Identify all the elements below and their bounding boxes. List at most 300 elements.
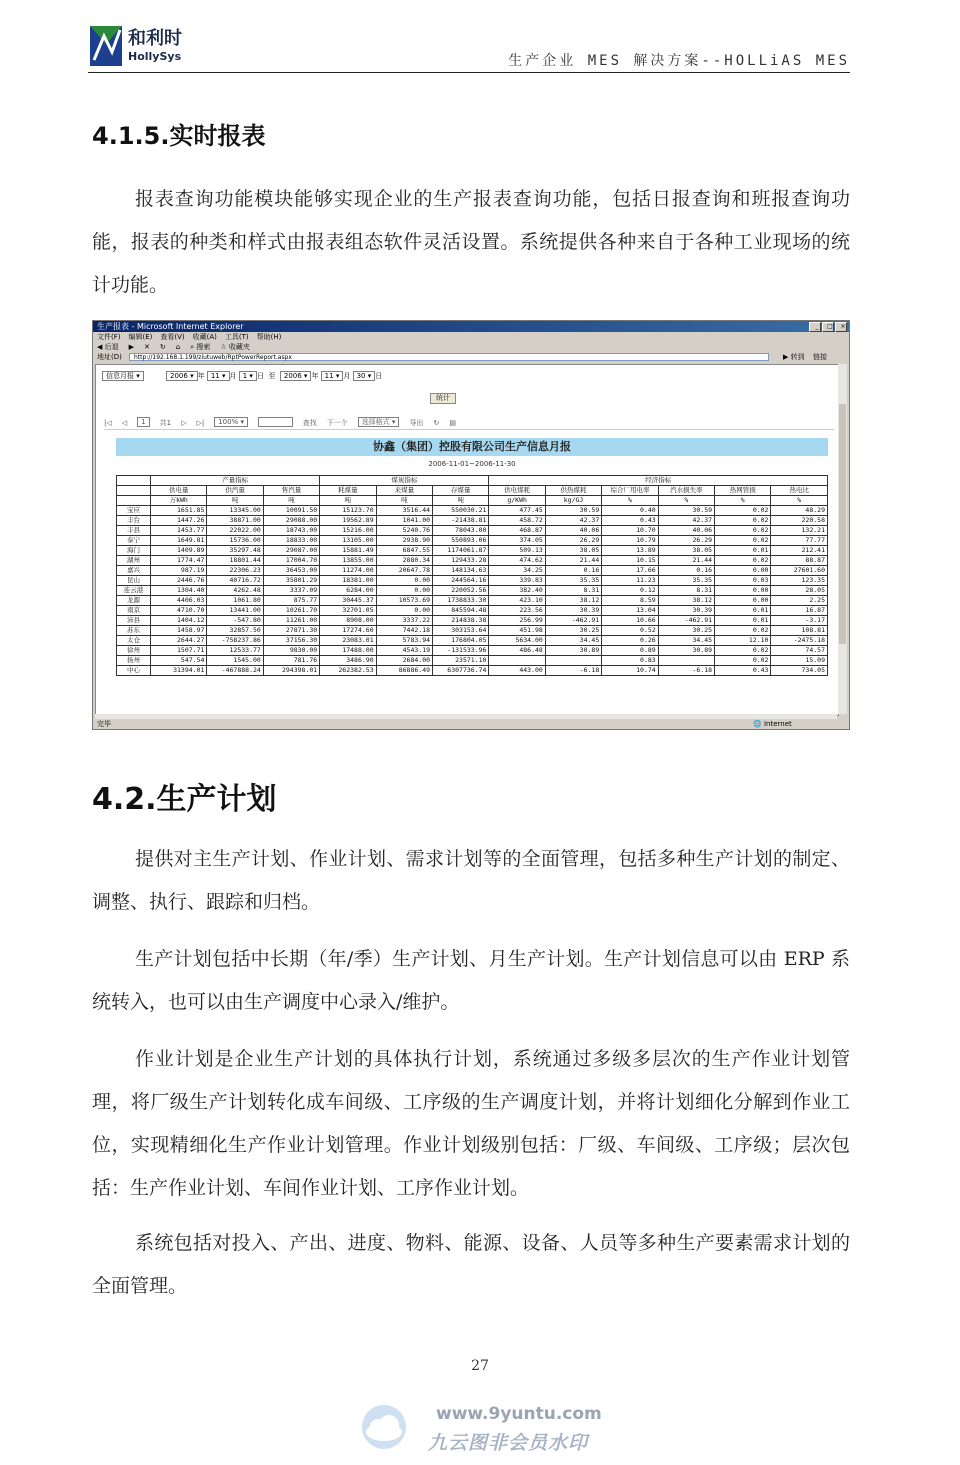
table-row <box>117 596 828 606</box>
table-cell: 451.98 <box>489 626 545 636</box>
from-day-select[interactable]: 1 ▾ <box>239 371 257 381</box>
unit-header: % <box>602 496 658 506</box>
table-cell: 30.89 <box>658 646 714 656</box>
table-cell: -758237.86 <box>207 636 263 646</box>
corner-cell <box>117 486 151 496</box>
table-cell: 88.87 <box>771 556 828 566</box>
table-cell: 15123.70 <box>320 506 376 516</box>
table-cell: 30.89 <box>545 646 601 656</box>
unit-header: 吨 <box>433 496 489 506</box>
table-cell: 0.02 <box>715 646 771 656</box>
table-row <box>117 666 828 676</box>
table-cell: 1304.40 <box>151 586 207 596</box>
table-cell: 2880.34 <box>376 556 432 566</box>
table-cell: 31394.01 <box>151 666 207 676</box>
table-cell: 10.79 <box>602 536 658 546</box>
table-cell: 468.87 <box>489 526 545 536</box>
table-cell: 1061.80 <box>207 596 263 606</box>
table-cell: 17274.60 <box>320 626 376 636</box>
print-icon[interactable]: ▤ <box>449 419 456 427</box>
table-cell: 23083.01 <box>320 636 376 646</box>
to-month-select[interactable]: 11 ▾ <box>321 371 344 381</box>
table-row <box>117 526 828 536</box>
table-cell: 256.99 <box>489 616 545 626</box>
group-header: 产量指标 <box>151 476 320 486</box>
table-cell: 0.01 <box>715 546 771 556</box>
export-button[interactable]: 导出 <box>409 419 424 427</box>
table-cell: 38.05 <box>545 546 601 556</box>
table-cell: 1174061.87 <box>433 546 489 556</box>
corner-cell <box>117 496 151 506</box>
prev-page-button[interactable]: ◁ <box>121 419 128 427</box>
table-cell: 34.25 <box>489 566 545 576</box>
table-cell: 74.57 <box>771 646 828 656</box>
table-cell: 3337.09 <box>263 586 319 596</box>
table-cell: -131533.96 <box>433 646 489 656</box>
table-cell: 13345.00 <box>207 506 263 516</box>
to-year-select[interactable]: 2006 ▾ <box>280 371 312 381</box>
table-cell: 0.02 <box>715 626 771 636</box>
table-cell: 30445.37 <box>320 596 376 606</box>
table-cell: 35801.29 <box>263 576 319 586</box>
column-header: 供电量 <box>151 486 207 496</box>
address-input[interactable]: http://192.168.1.199/ziutuweb/RptPowerReport.aspx <box>129 353 769 361</box>
table-cell: 223.56 <box>489 606 545 616</box>
table-cell: 423.10 <box>489 596 545 606</box>
plant-name-cell: 海门 <box>117 546 151 556</box>
table-cell: 32701.05 <box>320 606 376 616</box>
svg-text:HollySys: HollySys <box>128 50 182 63</box>
table-cell: 3486.90 <box>320 656 376 666</box>
table-cell: 1041.00 <box>376 516 432 526</box>
table-cell: 42.37 <box>545 516 601 526</box>
table-cell: 23571.10 <box>433 656 489 666</box>
find-input[interactable] <box>258 417 293 427</box>
table-cell: 108.81 <box>771 626 828 636</box>
table-cell: 1545.00 <box>207 656 263 666</box>
table-cell <box>545 656 601 666</box>
column-header: 热电比 <box>771 486 828 496</box>
table-cell: 443.00 <box>489 666 545 676</box>
table-cell: 0.43 <box>602 516 658 526</box>
table-cell: 35297.48 <box>207 546 263 556</box>
table-cell: 0.00 <box>376 586 432 596</box>
forward-icon[interactable]: ▶ <box>128 343 134 351</box>
table-cell: 48.29 <box>771 506 828 516</box>
status-text: 完毕 <box>97 720 111 728</box>
table-cell: 132.21 <box>771 526 828 536</box>
plant-name-cell: 中心 <box>117 666 151 676</box>
table-cell: 11261.00 <box>263 616 319 626</box>
table-cell: 339.83 <box>489 576 545 586</box>
table-cell: -21438.81 <box>433 516 489 526</box>
table-row <box>117 556 828 566</box>
table-cell: 5783.94 <box>376 636 432 646</box>
table-cell: -547.80 <box>207 616 263 626</box>
refresh-report-icon[interactable]: ↻ <box>433 419 440 427</box>
table-cell: 15881.49 <box>320 546 376 556</box>
table-cell: 30.25 <box>545 626 601 636</box>
unit-header: % <box>771 496 828 506</box>
table-cell: 0.02 <box>715 506 771 516</box>
table-cell: 9830.00 <box>263 646 319 656</box>
table-cell: -2475.18 <box>771 636 828 646</box>
table-cell: 5634.00 <box>489 636 545 646</box>
to-day-select[interactable]: 30 ▾ <box>353 371 376 381</box>
table-cell: 38871.00 <box>207 516 263 526</box>
table-cell: 17004.70 <box>263 556 319 566</box>
table-cell: -6.18 <box>545 666 601 676</box>
section-4-2-paragraph-4: 系统包括对投入、产出、进度、物料、能源、设备、人员等多种生产要素需求计划的全面管理。 <box>92 1232 850 1297</box>
report-title: 协鑫（集团）控股有限公司生产信息月报 <box>116 438 828 456</box>
menu-item-file[interactable]: 文件(F) <box>97 333 121 341</box>
plant-name-cell: 湖州 <box>117 556 151 566</box>
table-cell: 78043.00 <box>433 526 489 536</box>
table-cell: 26.29 <box>658 536 714 546</box>
table-cell: 0.00 <box>715 586 771 596</box>
table-cell: 0.00 <box>376 606 432 616</box>
go-button[interactable]: ▶ 转到 <box>783 353 805 361</box>
ie-menubar <box>93 332 849 342</box>
table-cell: 40.06 <box>545 526 601 536</box>
table-cell: 509.13 <box>489 546 545 556</box>
table-cell: 12.10 <box>715 636 771 646</box>
table-cell: 13441.00 <box>207 606 263 616</box>
table-cell: 0.26 <box>602 636 658 646</box>
page-number: 27 <box>471 1358 489 1374</box>
ie-toolbar <box>93 342 849 352</box>
table-cell: 10573.69 <box>376 596 432 606</box>
table-cell: 29087.00 <box>263 546 319 556</box>
table-cell: -6.18 <box>658 666 714 676</box>
search-button[interactable]: ⌕ 搜索 <box>190 343 211 351</box>
table-cell: 1453.77 <box>151 526 207 536</box>
table-cell: 845594.48 <box>433 606 489 616</box>
header-divider <box>88 72 850 73</box>
table-cell <box>489 656 545 666</box>
table-cell: 294398.01 <box>263 666 319 676</box>
table-cell: 86886.49 <box>376 666 432 676</box>
table-cell: 10091.50 <box>263 506 319 516</box>
table-cell: 26.29 <box>545 536 601 546</box>
minimize-icon[interactable]: _ <box>809 322 821 332</box>
menu-item-tools[interactable]: 工具(T) <box>224 333 249 341</box>
table-cell: 303153.64 <box>433 626 489 636</box>
ie-address-bar <box>93 352 849 363</box>
table-cell: 129433.28 <box>433 556 489 566</box>
table-cell: 477.45 <box>489 506 545 516</box>
home-icon[interactable]: ⌂ <box>175 343 181 351</box>
table-cell: 875.77 <box>263 596 319 606</box>
query-controls: 信息月报 ▾ 2006 ▾ 年 11 ▾ 月 1 ▾ 日 至 2006 ▾ 年 11 ▾ 月 30 ▾ 日 <box>102 371 382 381</box>
back-button[interactable]: ◀ 后退 <box>97 343 119 351</box>
table-cell: 29088.00 <box>263 516 319 526</box>
table-cell: 0.52 <box>602 626 658 636</box>
table-cell: 1651.85 <box>151 506 207 516</box>
table-row <box>117 576 828 586</box>
section-4-2-paragraph-2: 生产计划包括中长期（年/季）生产计划、月生产计划。生产计划信息可以由 ERP 系统转入，也可以由生产调度中心录入/维护。 <box>92 948 850 1013</box>
plant-name-cell: 连云港 <box>117 586 151 596</box>
table-cell: 220.58 <box>771 516 828 526</box>
table-cell: 0.89 <box>602 646 658 656</box>
last-page-button[interactable]: ▷| <box>196 419 205 427</box>
table-cell: 32857.50 <box>207 626 263 636</box>
table-row <box>117 656 828 666</box>
table-cell: 0.02 <box>715 526 771 536</box>
from-month-select[interactable]: 11 ▾ <box>207 371 230 381</box>
table-row <box>117 506 828 516</box>
unit-header: 吨 <box>320 496 376 506</box>
menu-item-favorites[interactable]: 收藏(A) <box>192 333 217 341</box>
table-row <box>117 636 828 646</box>
table-row <box>117 566 828 576</box>
table-cell: 30.39 <box>545 606 601 616</box>
table-cell: 6307736.74 <box>433 666 489 676</box>
section-heading-4-2: 4.2.生产计划 <box>92 782 277 817</box>
table-cell: 0.02 <box>715 516 771 526</box>
favorites-button[interactable]: ☆ 收藏夹 <box>220 343 250 351</box>
table-group-header-row <box>117 476 828 486</box>
table-cell: 2938.90 <box>376 536 432 546</box>
table-cell: 0.02 <box>715 536 771 546</box>
report-date-range: 2006-11-01~2006-11-30 <box>428 460 516 468</box>
ie-titlebar <box>93 321 849 332</box>
table-cell: 220052.56 <box>433 586 489 596</box>
table-cell: 244564.16 <box>433 576 489 586</box>
table-cell: 4710.70 <box>151 606 207 616</box>
menu-item-view[interactable]: 查看(V) <box>160 333 185 341</box>
table-row <box>117 516 828 526</box>
table-cell: 0.83 <box>602 656 658 666</box>
table-cell: 21.44 <box>658 556 714 566</box>
table-cell: 0.12 <box>602 586 658 596</box>
table-cell: 0.01 <box>715 606 771 616</box>
table-cell: 382.40 <box>489 586 545 596</box>
table-cell <box>658 656 714 666</box>
page-count: 共1 <box>159 419 172 427</box>
table-cell: 0.00 <box>715 566 771 576</box>
stop-icon[interactable]: ✕ <box>144 343 150 351</box>
unit-header: kg/GJ <box>545 496 601 506</box>
table-cell: 35.35 <box>545 576 601 586</box>
table-cell: 18743.00 <box>263 526 319 536</box>
table-cell: 35.35 <box>658 576 714 586</box>
table-cell: 1409.89 <box>151 546 207 556</box>
window-controls <box>809 322 847 332</box>
next-page-button[interactable]: ▷ <box>181 419 187 427</box>
table-cell: 10.66 <box>602 616 658 626</box>
ie-statusbar <box>93 719 849 729</box>
table-cell: 214838.38 <box>433 616 489 626</box>
table-cell: 176804.05 <box>433 636 489 646</box>
table-cell: 4406.03 <box>151 596 207 606</box>
table-cell: 27601.60 <box>771 566 828 576</box>
plant-name-cell: 徐州 <box>117 646 151 656</box>
table-cell: 148134.63 <box>433 566 489 576</box>
zoom-select[interactable]: 100% ▾ <box>214 417 248 427</box>
table-cell: 0.16 <box>658 566 714 576</box>
column-header: 供电煤耗 <box>489 486 545 496</box>
column-header: 汽水损失率 <box>658 486 714 496</box>
table-row <box>117 606 828 616</box>
table-cell: 0.40 <box>602 506 658 516</box>
report-screenshot <box>92 320 850 730</box>
table-row <box>117 626 828 636</box>
from-year-select[interactable]: 2006 ▾ <box>166 371 198 381</box>
table-cell: 0.00 <box>715 596 771 606</box>
table-cell: 0.43 <box>715 666 771 676</box>
table-cell: 10261.70 <box>263 606 319 616</box>
close-icon[interactable]: × <box>835 322 847 332</box>
column-header: 热网管损 <box>715 486 771 496</box>
cloud-icon <box>358 1402 410 1452</box>
table-cell: 38.05 <box>658 546 714 556</box>
table-cell: 10.70 <box>602 526 658 536</box>
column-header: 售汽量 <box>263 486 319 496</box>
column-header: 综合厂用电率 <box>602 486 658 496</box>
plant-name-cell: 宝应 <box>117 506 151 516</box>
column-header: 耗煤量 <box>320 486 376 496</box>
stat-button[interactable]: 统计 <box>430 393 456 404</box>
section-4-2-paragraph-3: 作业计划是企业生产计划的具体执行计划，系统通过多级多层次的生产作业计划管理，将厂级生产计划转化成车间级、工序级的生产调度计划，并将计划细化分解到作业工位，实现精细化生产作业计划管理。作业计划级别包括：厂级、车间级、工序级；层次包括：生产作业计划、车间作业计划、工序作业计划。 <box>92 1048 850 1199</box>
table-cell: 38.12 <box>545 596 601 606</box>
table-cell: 15.09 <box>771 656 828 666</box>
table-cell: 7442.18 <box>376 626 432 636</box>
table-cell: 262382.53 <box>320 666 376 676</box>
menu-item-edit[interactable]: 编辑(E) <box>128 333 153 341</box>
unit-header: g/KWh <box>489 496 545 506</box>
table-cell: 734.05 <box>771 666 828 676</box>
svg-text:和利时: 和利时 <box>128 28 182 49</box>
section-heading-4-1-5: 4.1.5.实时报表 <box>92 122 266 150</box>
links-button[interactable]: 链接 <box>813 353 827 361</box>
column-header: 供汽量 <box>207 486 263 496</box>
watermark-url: www.9yuntu.com <box>436 1404 602 1424</box>
table-cell: 13.89 <box>602 546 658 556</box>
table-cell: 0.00 <box>376 576 432 586</box>
table-cell: 2684.00 <box>376 656 432 666</box>
group-header: 煤炭指标 <box>320 476 489 486</box>
table-cell: 37156.30 <box>263 636 319 646</box>
table-cell: 550893.06 <box>433 536 489 546</box>
table-cell: 17.66 <box>602 566 658 576</box>
plant-name-cell: 南京 <box>117 606 151 616</box>
table-cell: 1404.12 <box>151 616 207 626</box>
table-cell: 5240.76 <box>376 526 432 536</box>
table-cell: 18381.00 <box>320 576 376 586</box>
unit-header: % <box>658 496 714 506</box>
table-cell: 6847.55 <box>376 546 432 556</box>
table-cell: 17488.00 <box>320 646 376 656</box>
table-column-header-row <box>117 486 828 496</box>
group-header: 经济指标 <box>489 476 828 486</box>
maximize-icon[interactable]: □ <box>822 322 834 332</box>
table-row <box>117 616 828 626</box>
table-cell: 1458.97 <box>151 626 207 636</box>
vertical-scrollbar[interactable] <box>838 364 847 714</box>
table-cell: 34.45 <box>658 636 714 646</box>
table-cell: 2644.27 <box>151 636 207 646</box>
report-viewer-toolbar <box>104 417 834 430</box>
table-cell: 22306.23 <box>207 566 263 576</box>
table-cell: 2446.76 <box>151 576 207 586</box>
table-cell: 0.02 <box>715 656 771 666</box>
plant-name-cell: 扬州 <box>117 656 151 666</box>
find-button[interactable]: 查找 <box>302 419 317 427</box>
table-cell: 20647.78 <box>376 566 432 576</box>
table-cell: 34.45 <box>545 636 601 646</box>
unit-header: 吨 <box>263 496 319 506</box>
table-cell: 1774.47 <box>151 556 207 566</box>
table-cell: 8.31 <box>545 586 601 596</box>
plant-name-cell: 沛县 <box>117 616 151 626</box>
table-cell: 374.05 <box>489 536 545 546</box>
table-cell: 10.74 <box>602 666 658 676</box>
menu-item-help[interactable]: 帮助(H) <box>256 333 282 341</box>
plant-name-cell: 嘉兴 <box>117 566 151 576</box>
table-cell: 30.59 <box>545 506 601 516</box>
table-cell: 18833.00 <box>263 536 319 546</box>
table-cell: 4543.19 <box>376 646 432 656</box>
section-4-1-5-paragraph: 报表查询功能模块能够实现企业的生产报表查询功能，包括日报查询和班报查询功能，报表的种类和样式由报表组态软件灵活设置。系统提供各种来自于各种工业现场的统计功能。 <box>92 188 850 296</box>
table-cell: -3.17 <box>771 616 828 626</box>
table-cell: 987.19 <box>151 566 207 576</box>
table-cell: 0.16 <box>545 566 601 576</box>
table-row <box>117 586 828 596</box>
plant-name-cell: 丰县 <box>117 526 151 536</box>
find-next-button[interactable]: 下一个 <box>326 419 348 427</box>
plant-name-cell: 苏东 <box>117 626 151 636</box>
page-input[interactable]: 1 <box>137 417 149 427</box>
production-report-table <box>116 475 828 676</box>
table-cell: 36453.00 <box>263 566 319 576</box>
ie-window-title: 生产报表 - Microsoft Internet Explorer <box>97 322 244 331</box>
table-cell: 2.25 <box>771 596 828 606</box>
table-cell: 1507.71 <box>151 646 207 656</box>
table-cell: 13.04 <box>602 606 658 616</box>
first-page-button[interactable]: |◁ <box>104 419 112 427</box>
table-unit-row <box>117 496 828 506</box>
plant-name-cell: 昆山 <box>117 576 151 586</box>
table-cell: 4262.48 <box>207 586 263 596</box>
table-row <box>117 646 828 656</box>
table-cell: 3516.44 <box>376 506 432 516</box>
unit-header: % <box>715 496 771 506</box>
plant-name-cell: 太仓 <box>117 636 151 646</box>
table-cell: 123.35 <box>771 576 828 586</box>
export-format-select[interactable]: 选择格式 ▾ <box>358 417 400 427</box>
table-cell: 18801.44 <box>207 556 263 566</box>
table-cell: 1649.81 <box>151 536 207 546</box>
refresh-icon[interactable]: ↻ <box>159 343 166 351</box>
table-cell: 30.39 <box>658 606 714 616</box>
unit-header: 吨 <box>207 496 263 506</box>
security-zone: 🌐 Internet <box>753 720 792 728</box>
table-cell: 28.05 <box>771 586 828 596</box>
table-cell: 547.54 <box>151 656 207 666</box>
table-cell: 6284.00 <box>320 586 376 596</box>
table-row <box>117 546 828 556</box>
table-cell: 38.12 <box>658 596 714 606</box>
table-cell: 474.62 <box>489 556 545 566</box>
table-cell: -462.91 <box>658 616 714 626</box>
table-cell: 486.48 <box>489 646 545 656</box>
report-type-select[interactable]: 信息月报 ▾ <box>102 371 144 381</box>
table-cell: 30.25 <box>658 626 714 636</box>
section-4-2-paragraph-1: 提供对主生产计划、作业计划、需求计划等的全面管理，包括多种生产计划的制定、调整、执行、跟踪和归档。 <box>92 848 850 913</box>
table-cell: 781.76 <box>263 656 319 666</box>
table-cell: 27871.30 <box>263 626 319 636</box>
